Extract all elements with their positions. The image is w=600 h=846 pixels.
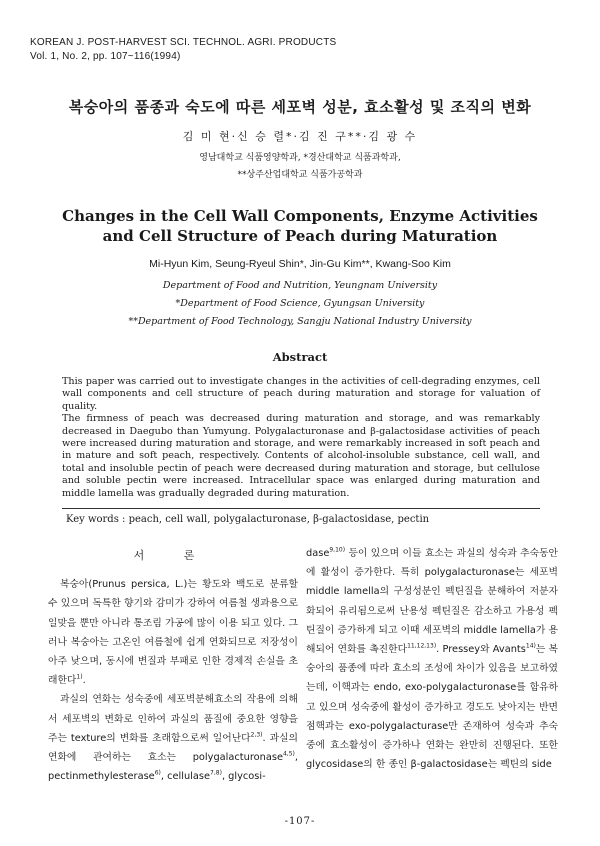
english-title (0, 206, 600, 246)
citation-1: 1) (76, 673, 83, 681)
abstract-paragraph-2: The firmness of peach was decreased during maturation and storage, and was remarkably decreased in Daegubo than Yumyung. Polygalacturonase and β-galactosidase activities of peach were increased during maturation and storage, and were remarkably increased in soft peach and in mature and soft peach, respectively. Contents of alcohol-insoluble substance, cell wall, and total and insoluble pectin of peach were decreased during maturation and storage, but cellulose and soluble pectin were increased. Intracellular space was enlarged during maturation and middle lamella was gradually degraded during maturation. (62, 413, 540, 499)
keywords: Key words : peach, cell wall, polygalacturonase, β-galactosidase, pectin (66, 514, 430, 525)
intro-paragraph-2 (48, 690, 298, 786)
left-column (48, 540, 298, 786)
english-title-line-2: and Cell Structure of Peach during Maturation (102, 227, 498, 245)
intro-text-8: 등이 있으며 이들 효소는 과실의 성숙과 추숙동안에 활성이 증가한다. 특히 polygalacturonase는 세포벽 middle lamella의 구성성분인 펙틴질을 분해하여 저분자화되어 유리됨으로써 난용성 펙틴질은 감소하고 가용성 펙틴질이 증가하게 되고 이때 세포벽의 middle lamella가 용해되어 연화를 촉진한다 (306, 548, 558, 656)
english-title-line-1: Changes in the Cell Wall Components, Enzyme Activities (62, 207, 538, 225)
korean-affiliation-1: 영남대학교 식품영양학과, *경산대학교 식품과학과, (199, 153, 401, 163)
abstract-paragraph-1: This paper was carried out to investigate changes in the activities of cell-degrading enzymes, cell wall components and cell structure of peach during maturation and storage for valuation of quality. (62, 376, 540, 412)
journal-header (30, 36, 336, 64)
citation-6: 9,10) (329, 546, 346, 554)
intro-text-6: , glycosi- (221, 771, 266, 783)
english-authors: Mi-Hyun Kim, Seung-Ryeul Shin*, Jin-Gu Kim**, Kwang-Soo Kim (149, 258, 451, 270)
right-column (306, 544, 558, 774)
citation-4: 6) (154, 769, 161, 777)
abstract-heading: Abstract (272, 350, 328, 364)
english-affiliation-2: *Department of Food Science, Gyungsan University (175, 298, 425, 309)
intro-text-2: 과실의 연화는 성숙중에 세포벽분해효소의 작용에 의해서 세포벽의 변화로 인하여 과실의 품질에 중요한 영향을 주는 texture의 변화를 초래함으로써 일어난다 (48, 694, 298, 744)
intro-text-10: 는 복숭아의 품종에 따라 효소의 조성에 차이가 있음을 보고하였는데, 이핵과는 endo, exo-polygalacturonase를 함유하고 있으며 성숙중에 활성이 증가하고 경도도 낮아지는 반면 점핵과는 exo-polygalacturase만 존재하여 성숙과 추숙중에 효소활성이 증가하나 연화는 완만히 진행된다. 또한 glycosidase의 한 종인 β-galactosidase는 펙틴의 side (306, 644, 559, 771)
citation-7: 11,12,13) (407, 642, 437, 650)
intro-text-1: 복숭아(Prunus persica, L.)는 황도와 백도로 분류할 수 있으며 독특한 향기와 감미가 강하여 여름철 생과용으로 일맞을 뿐만 아니라 통조림 가공에 많이 이용 되고 있다. 그러나 복숭아는 고온인 여름철에 쉽게 연화되므로 저장성이 아주 낮으며, 동시에 변질과 부패로 인한 경제적 손실을 초래한다 (48, 579, 298, 687)
intro-paragraph-1: 복숭아(Prunus persica, L.)는 황도와 백도로 분류할 수 있으며 독특한 향기와 감미가 강하여 여름철 생과용으로 일맞을 뿐만 아니라 통조림 가공에 많이 이용 되고 있다. 그러나 복숭아는 고온인 여름철에 쉽게 연화되므로 저장성이 아주 낮으며, 동시에 변질과 부패로 인한 경제적 손실을 초래한다$^{1)}$. (48, 579, 298, 687)
english-affiliation-3: **Department of Food Technology, Sangju National Industry University (128, 316, 472, 327)
intro-text-3: . 과실의 연화에 관여하는 효소는 polygalacturonase (48, 732, 298, 764)
page-number: -107- (284, 816, 316, 827)
abstract-body (62, 376, 540, 500)
korean-title: 복숭아의 품종과 숙도에 따른 세포벽 성분, 효소활성 및 조직의 변화 (68, 98, 532, 116)
intro-text-5: , cellulase (160, 771, 211, 783)
citation-5: 7,8) (210, 769, 222, 777)
citation-2: 2,3) (250, 731, 263, 739)
intro-text-9: . Pressey와 Avants (436, 644, 526, 656)
journal-volume: Vol. 1, No. 2, pp. 107~116(1994) (30, 51, 181, 62)
korean-authors: 김 미 현·신 승 렬*·김 진 구**·김 광 수 (182, 130, 418, 143)
keywords-divider (62, 508, 540, 509)
section-title-introduction: 서 론 (133, 549, 213, 562)
english-affiliation-1: Department of Food and Nutrition, Yeungnam University (162, 280, 438, 291)
intro-text-7: dase (306, 548, 330, 559)
citation-8: 14) (525, 642, 536, 650)
intro-paragraph-3 (306, 544, 558, 774)
citation-3: 4,5) (282, 750, 295, 758)
journal-name: KOREAN J. POST-HARVEST SCI. TECHNOL. AGRI. PRODUCTS (30, 37, 337, 48)
intro-text-4: , pectinmethylesterase (48, 752, 298, 783)
korean-affiliation-2: **상주산업대학교 식품가공학과 (237, 170, 363, 180)
